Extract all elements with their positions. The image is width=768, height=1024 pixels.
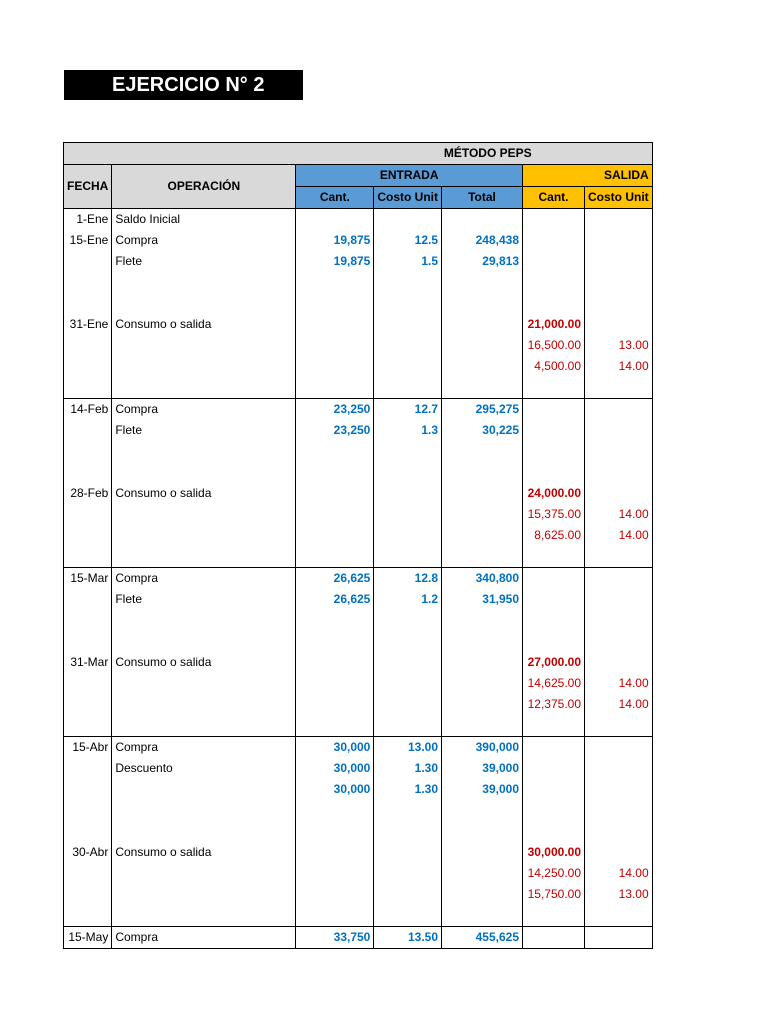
cell-fecha [64,631,112,652]
cell-entrada-costo-unit [374,546,442,568]
cell-operacion: Compra [112,737,296,759]
cell-fecha [64,694,112,715]
cell-salida-cant [523,209,585,231]
cell-fecha [64,546,112,568]
cell-entrada-costo-unit [374,209,442,231]
cell-entrada-total [442,905,523,927]
table-row [64,525,653,546]
table-row [64,314,653,335]
cell-operacion [112,504,296,525]
cell-entrada-costo-unit [374,842,442,863]
cell-entrada-total: 455,625 [442,927,523,949]
cell-entrada-costo-unit [374,356,442,377]
cell-entrada-total [442,377,523,399]
cell-fecha [64,800,112,821]
cell-fecha: 15-Ene [64,230,112,251]
cell-entrada-total [442,673,523,694]
cell-operacion: Consumo o salida [112,314,296,335]
cell-entrada-total: 295,275 [442,399,523,421]
cell-entrada-costo-unit: 1.5 [374,251,442,272]
cell-salida-cant: 14,625.00 [523,673,585,694]
cell-salida-costo-unit [585,399,653,421]
cell-salida-costo-unit: 14.00 [585,863,653,884]
cell-operacion: Flete [112,251,296,272]
cell-salida-cant: 21,000.00 [523,314,585,335]
table-row [64,568,653,590]
cell-entrada-costo-unit: 12.8 [374,568,442,590]
cell-fecha [64,441,112,462]
cell-entrada-total: 390,000 [442,737,523,759]
cell-salida-cant: 4,500.00 [523,356,585,377]
cell-operacion: Consumo o salida [112,483,296,504]
cell-operacion [112,546,296,568]
cell-salida-costo-unit: 14.00 [585,673,653,694]
entrada-costo-unit-header: Costo Unit [374,187,442,209]
cell-operacion [112,905,296,927]
cell-salida-costo-unit: 14.00 [585,525,653,546]
cell-entrada-total [442,652,523,673]
cell-operacion [112,863,296,884]
cell-salida-costo-unit [585,800,653,821]
cell-entrada-cant [296,800,374,821]
cell-entrada-total [442,863,523,884]
table-row [64,441,653,462]
exercise-title: EJERCICIO N° 2 [112,74,265,96]
cell-fecha: 1-Ene [64,209,112,231]
cell-salida-costo-unit [585,546,653,568]
cell-operacion: Saldo Inicial [112,209,296,231]
cell-salida-cant [523,272,585,293]
cell-salida-costo-unit [585,758,653,779]
cell-salida-cant [523,546,585,568]
cell-fecha [64,525,112,546]
cell-salida-cant [523,462,585,483]
table-row [64,694,653,715]
cell-entrada-costo-unit [374,694,442,715]
cell-entrada-cant [296,694,374,715]
cell-entrada-total [442,209,523,231]
cell-entrada-total [442,546,523,568]
cell-operacion [112,525,296,546]
cell-entrada-costo-unit: 1.30 [374,758,442,779]
cell-salida-cant [523,399,585,421]
cell-salida-cant: 30,000.00 [523,842,585,863]
cell-entrada-total [442,821,523,842]
cell-salida-costo-unit [585,483,653,504]
cell-operacion [112,610,296,631]
cell-operacion: Compra [112,230,296,251]
cell-fecha [64,293,112,314]
table-row [64,673,653,694]
table-row [64,293,653,314]
table-row [64,335,653,356]
cell-entrada-costo-unit [374,863,442,884]
cell-entrada-cant [296,441,374,462]
cell-salida-cant [523,631,585,652]
table-body [64,209,653,949]
cell-salida-costo-unit [585,610,653,631]
cell-entrada-total [442,504,523,525]
entrada-header: ENTRADA [296,165,523,187]
table-row [64,715,653,737]
cell-fecha [64,589,112,610]
cell-entrada-cant: 30,000 [296,737,374,759]
cell-entrada-total [442,884,523,905]
operacion-header: OPERACIÓN [112,165,296,209]
cell-fecha: 31-Mar [64,652,112,673]
cell-entrada-cant [296,462,374,483]
cell-entrada-cant [296,209,374,231]
cell-fecha [64,251,112,272]
cell-entrada-cant: 19,875 [296,251,374,272]
cell-entrada-cant [296,335,374,356]
cell-entrada-cant [296,356,374,377]
cell-entrada-total [442,272,523,293]
cell-operacion [112,779,296,800]
cell-salida-costo-unit [585,251,653,272]
table-row [64,779,653,800]
cell-operacion [112,272,296,293]
cell-salida-costo-unit: 14.00 [585,694,653,715]
cell-entrada-costo-unit [374,272,442,293]
cell-salida-costo-unit: 14.00 [585,504,653,525]
cell-entrada-costo-unit [374,821,442,842]
cell-salida-cant [523,589,585,610]
peps-table [63,142,653,949]
cell-operacion [112,694,296,715]
cell-entrada-cant [296,610,374,631]
cell-entrada-cant: 26,625 [296,568,374,590]
cell-entrada-total [442,441,523,462]
cell-fecha [64,272,112,293]
cell-entrada-costo-unit: 1.30 [374,779,442,800]
cell-salida-costo-unit: 13.00 [585,335,653,356]
table-row [64,209,653,231]
cell-operacion: Consumo o salida [112,652,296,673]
cell-salida-cant [523,737,585,759]
cell-entrada-cant [296,842,374,863]
cell-salida-cant [523,905,585,927]
cell-salida-costo-unit [585,209,653,231]
cell-operacion [112,673,296,694]
cell-entrada-total [442,694,523,715]
cell-entrada-cant [296,272,374,293]
cell-salida-costo-unit [585,927,653,949]
cell-fecha: 15-Mar [64,568,112,590]
cell-salida-costo-unit: 13.00 [585,884,653,905]
cell-entrada-total: 248,438 [442,230,523,251]
table-row [64,758,653,779]
table-row [64,610,653,631]
cell-salida-costo-unit [585,631,653,652]
cell-salida-costo-unit [585,441,653,462]
cell-entrada-total [442,715,523,737]
cell-fecha [64,673,112,694]
table-row [64,420,653,441]
entrada-cant-header: Cant. [296,187,374,209]
cell-operacion [112,462,296,483]
table-row [64,504,653,525]
cell-operacion [112,800,296,821]
cell-fecha: 30-Abr [64,842,112,863]
cell-salida-cant [523,420,585,441]
cell-salida-cant [523,758,585,779]
cell-entrada-costo-unit [374,504,442,525]
cell-entrada-cant [296,673,374,694]
cell-entrada-cant [296,884,374,905]
cell-salida-costo-unit [585,462,653,483]
table-row [64,377,653,399]
table-row [64,863,653,884]
cell-salida-costo-unit [585,272,653,293]
cell-salida-costo-unit [585,589,653,610]
cell-entrada-costo-unit [374,673,442,694]
cell-operacion [112,441,296,462]
cell-entrada-cant: 33,750 [296,927,374,949]
cell-entrada-cant [296,483,374,504]
cell-salida-cant [523,293,585,314]
cell-fecha [64,779,112,800]
table-row [64,884,653,905]
cell-entrada-costo-unit: 1.2 [374,589,442,610]
cell-entrada-total: 39,000 [442,758,523,779]
cell-salida-cant [523,251,585,272]
cell-entrada-total [442,525,523,546]
cell-entrada-total: 340,800 [442,568,523,590]
metodo-header: MÉTODO PEPS [64,143,653,165]
cell-entrada-cant [296,293,374,314]
cell-salida-cant [523,377,585,399]
cell-salida-costo-unit [585,779,653,800]
cell-entrada-costo-unit [374,462,442,483]
table-row [64,546,653,568]
cell-fecha [64,335,112,356]
cell-fecha: 28-Feb [64,483,112,504]
cell-salida-cant [523,568,585,590]
cell-entrada-cant [296,821,374,842]
cell-salida-costo-unit: 14.00 [585,356,653,377]
cell-entrada-costo-unit [374,715,442,737]
cell-salida-cant: 8,625.00 [523,525,585,546]
table-row [64,737,653,759]
cell-entrada-costo-unit [374,610,442,631]
salida-costo-unit-header: Costo Unit [585,187,653,209]
cell-salida-costo-unit [585,420,653,441]
cell-entrada-total [442,610,523,631]
cell-entrada-cant: 23,250 [296,399,374,421]
cell-salida-cant [523,441,585,462]
cell-entrada-total [442,293,523,314]
table-row [64,356,653,377]
table-row [64,905,653,927]
cell-entrada-costo-unit [374,293,442,314]
cell-entrada-total: 29,813 [442,251,523,272]
cell-fecha [64,715,112,737]
cell-operacion: Flete [112,420,296,441]
cell-entrada-costo-unit: 12.5 [374,230,442,251]
table-row [64,927,653,949]
table-row [64,652,653,673]
cell-entrada-cant: 30,000 [296,779,374,800]
cell-salida-costo-unit [585,314,653,335]
cell-entrada-costo-unit: 13.00 [374,737,442,759]
cell-operacion: Compra [112,927,296,949]
cell-entrada-total [442,335,523,356]
cell-entrada-costo-unit [374,631,442,652]
cell-salida-cant [523,800,585,821]
cell-entrada-costo-unit [374,441,442,462]
cell-entrada-cant [296,652,374,673]
cell-operacion: Descuento [112,758,296,779]
cell-salida-costo-unit [585,652,653,673]
cell-salida-costo-unit [585,737,653,759]
table-row [64,821,653,842]
cell-entrada-total [442,631,523,652]
cell-salida-cant [523,821,585,842]
cell-operacion [112,335,296,356]
cell-operacion [112,293,296,314]
cell-salida-cant: 14,250.00 [523,863,585,884]
cell-salida-cant: 12,375.00 [523,694,585,715]
cell-entrada-total: 31,950 [442,589,523,610]
cell-operacion [112,356,296,377]
cell-entrada-costo-unit: 13.50 [374,927,442,949]
cell-salida-costo-unit [585,230,653,251]
cell-salida-costo-unit [585,821,653,842]
exercise-title-box [64,70,303,100]
cell-fecha [64,905,112,927]
cell-entrada-total [442,483,523,504]
cell-salida-cant [523,779,585,800]
cell-operacion [112,884,296,905]
cell-salida-cant [523,927,585,949]
cell-salida-costo-unit [585,293,653,314]
table-row [64,230,653,251]
entrada-total-header: Total [442,187,523,209]
cell-fecha: 14-Feb [64,399,112,421]
cell-entrada-cant [296,525,374,546]
cell-operacion: Consumo o salida [112,842,296,863]
cell-salida-costo-unit [585,568,653,590]
salida-cant-header: Cant. [523,187,585,209]
cell-operacion [112,377,296,399]
cell-salida-cant: 15,375.00 [523,504,585,525]
cell-entrada-costo-unit [374,314,442,335]
table-row [64,272,653,293]
fecha-header: FECHA [64,165,112,209]
cell-entrada-total [442,462,523,483]
cell-salida-costo-unit [585,842,653,863]
cell-entrada-total: 30,225 [442,420,523,441]
cell-entrada-cant [296,377,374,399]
cell-operacion: Compra [112,568,296,590]
cell-operacion [112,715,296,737]
table-row [64,399,653,421]
cell-entrada-cant [296,314,374,335]
cell-entrada-cant [296,631,374,652]
cell-entrada-cant [296,504,374,525]
cell-entrada-cant [296,863,374,884]
table-row [64,631,653,652]
cell-entrada-costo-unit [374,525,442,546]
cell-operacion [112,821,296,842]
cell-entrada-costo-unit [374,884,442,905]
cell-salida-cant: 15,750.00 [523,884,585,905]
cell-fecha [64,863,112,884]
cell-fecha [64,821,112,842]
cell-entrada-cant: 30,000 [296,758,374,779]
table-row [64,251,653,272]
table-row [64,483,653,504]
cell-operacion [112,631,296,652]
cell-entrada-cant [296,905,374,927]
cell-salida-cant [523,715,585,737]
cell-entrada-cant [296,715,374,737]
cell-fecha: 15-May [64,927,112,949]
cell-fecha [64,758,112,779]
cell-fecha [64,420,112,441]
cell-entrada-cant: 26,625 [296,589,374,610]
cell-entrada-total [442,800,523,821]
cell-salida-costo-unit [585,905,653,927]
cell-fecha: 15-Abr [64,737,112,759]
cell-salida-costo-unit [585,715,653,737]
cell-fecha [64,377,112,399]
cell-salida-cant [523,230,585,251]
cell-entrada-costo-unit: 1.3 [374,420,442,441]
cell-fecha: 31-Ene [64,314,112,335]
cell-entrada-cant [296,546,374,568]
cell-fecha [64,356,112,377]
cell-entrada-total [442,842,523,863]
cell-entrada-total [442,314,523,335]
cell-fecha [64,462,112,483]
cell-entrada-cant: 19,875 [296,230,374,251]
table-row [64,589,653,610]
cell-entrada-cant: 23,250 [296,420,374,441]
cell-operacion: Flete [112,589,296,610]
cell-entrada-costo-unit [374,652,442,673]
cell-entrada-costo-unit [374,335,442,356]
cell-entrada-costo-unit [374,483,442,504]
cell-entrada-total [442,356,523,377]
cell-fecha [64,610,112,631]
cell-salida-costo-unit [585,377,653,399]
table-row [64,462,653,483]
cell-entrada-costo-unit [374,905,442,927]
cell-fecha [64,504,112,525]
table-row [64,842,653,863]
table-row [64,800,653,821]
cell-entrada-costo-unit: 12.7 [374,399,442,421]
cell-entrada-costo-unit [374,377,442,399]
cell-operacion: Compra [112,399,296,421]
cell-salida-cant: 27,000.00 [523,652,585,673]
cell-entrada-total: 39,000 [442,779,523,800]
cell-fecha [64,884,112,905]
cell-salida-cant: 24,000.00 [523,483,585,504]
cell-entrada-costo-unit [374,800,442,821]
cell-salida-cant: 16,500.00 [523,335,585,356]
salida-header: SALIDA [523,165,653,187]
cell-salida-cant [523,610,585,631]
